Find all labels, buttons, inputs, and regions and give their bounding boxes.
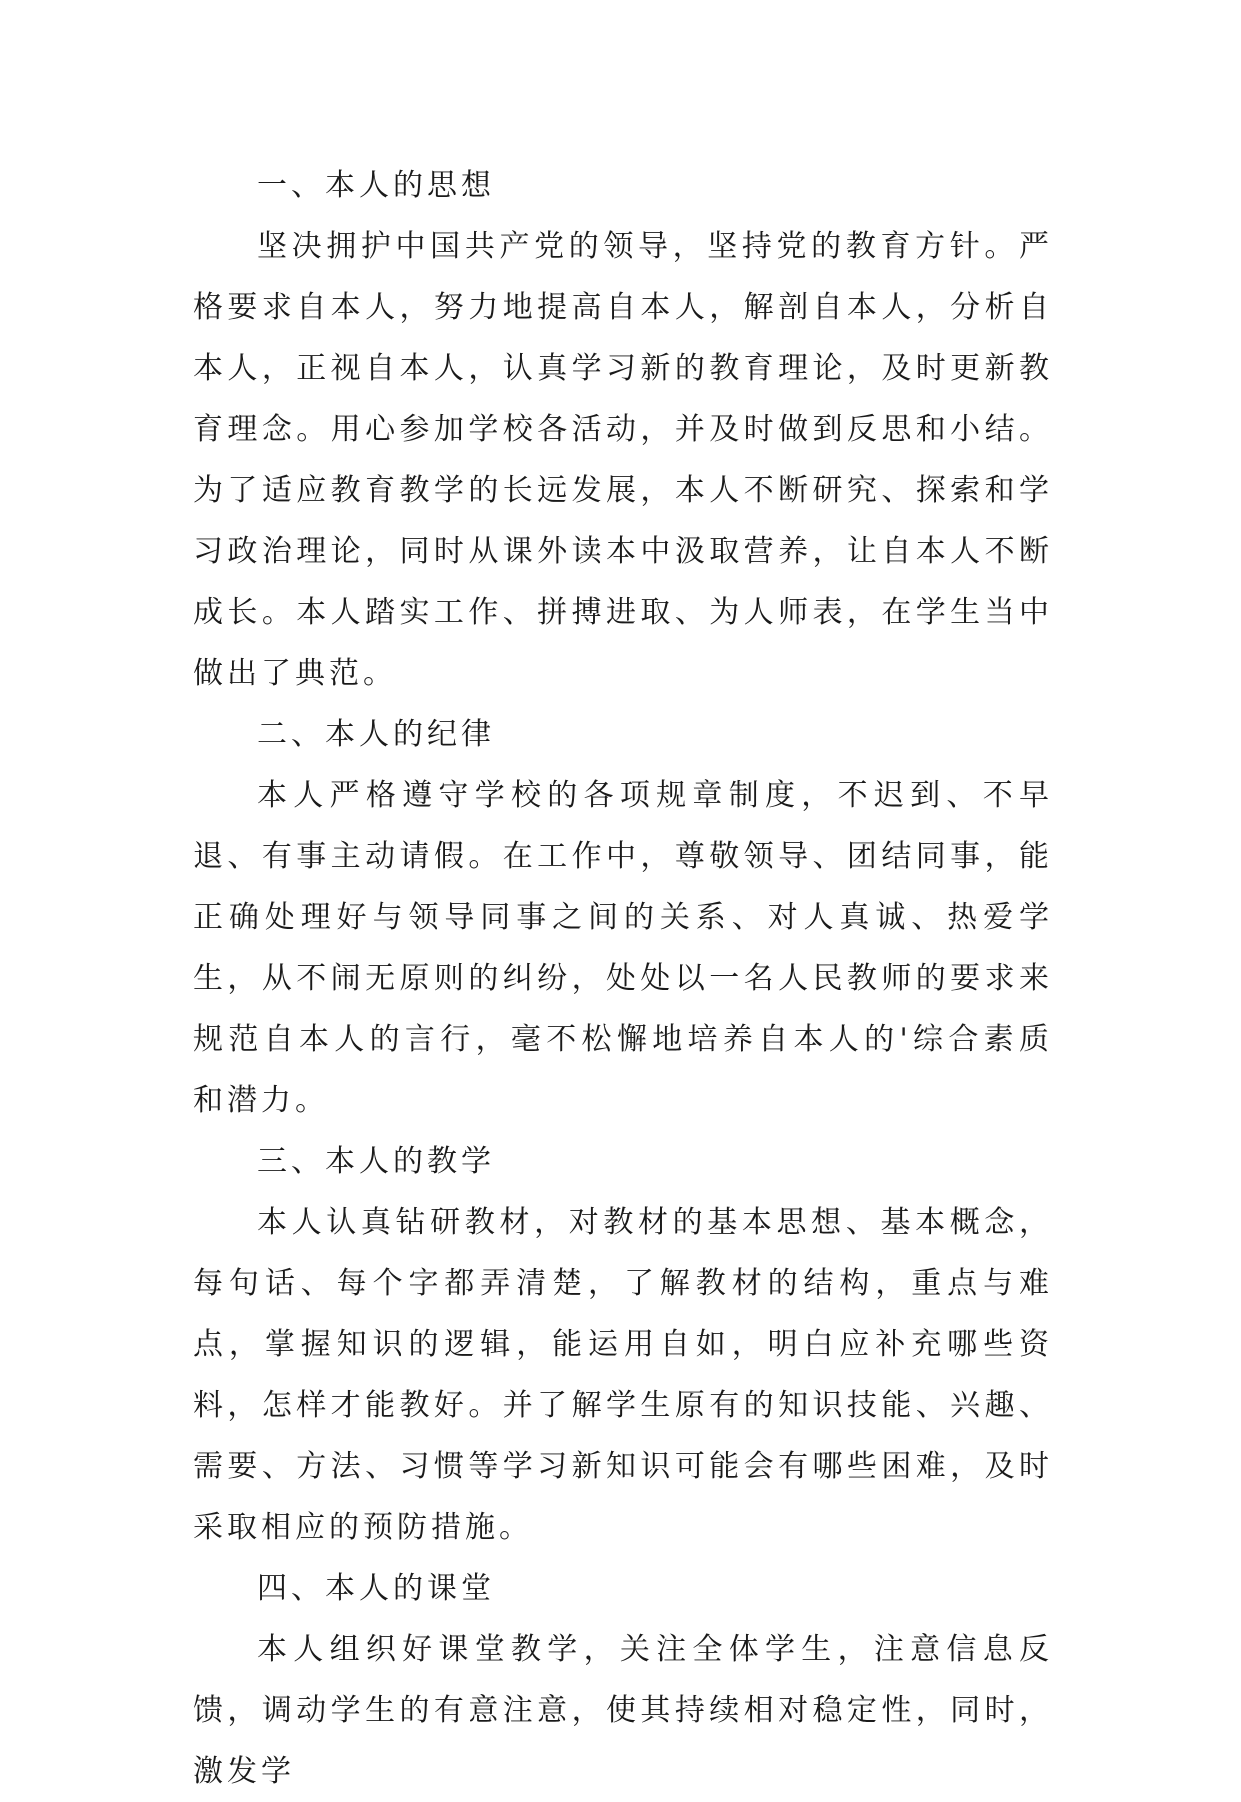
section-heading-teaching: 三、本人的教学 [257,1144,495,1179]
section-heading-discipline: 二、本人的纪律 [257,717,495,752]
document-body [193,155,1053,1802]
section-paragraph-teaching: 本人认真钻研教材，对教材的基本思想、基本概念，每句话、每个字都弄清楚，了解教材的结构，重点与难点，掌握知识的逻辑，能运用自如，明白应补充哪些资料，怎样才能教好。并了解学生原有的知识技能、兴趣、需要、方法、习惯等学习新知识可能会有哪些困难，及时采取相应的预防措施。 [193,1205,1053,1545]
section-heading-classroom: 四、本人的课堂 [257,1571,495,1606]
section-paragraph-classroom: 本人组织好课堂教学，关注全体学生，注意信息反馈，调动学生的有意注意，使其持续相对稳定性，同时，激发学 [193,1632,1053,1789]
section-paragraph-thought: 坚决拥护中国共产党的领导，坚持党的教育方针。严格要求自本人，努力地提高自本人，解剖自本人，分析自本人，正视自本人，认真学习新的教育理论，及时更新教育理念。用心参加学校各活动，并及时做到反思和小结。为了适应教育教学的长远发展，本人不断研究、探索和学习政治理论，同时从课外读本中汲取营养，让自本人不断成长。本人踏实工作、拼搏进取、为人师表，在学生当中做出了典范。 [193,229,1053,691]
section-heading-thought: 一、本人的思想 [257,168,495,203]
section-paragraph-discipline: 本人严格遵守学校的各项规章制度，不迟到、不早退、有事主动请假。在工作中，尊敬领导、团结同事，能正确处理好与领导同事之间的关系、对人真诚、热爱学生，从不闹无原则的纠纷，处处以一名人民教师的要求来规范自本人的言行，毫不松懈地培养自本人的'综合素质和潜力。 [193,778,1053,1118]
